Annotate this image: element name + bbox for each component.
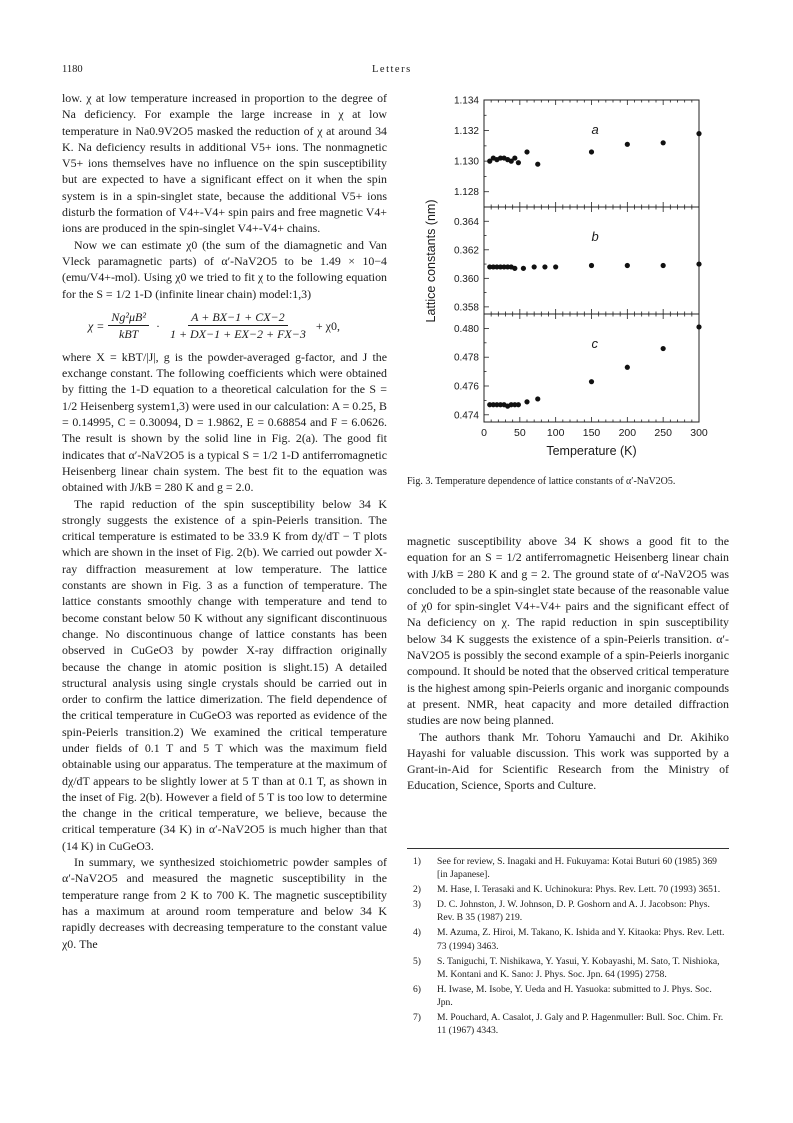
y-tick-label: 1.128 — [453, 187, 479, 199]
x-tick-label: 150 — [582, 427, 601, 439]
y-tick-label: 1.130 — [453, 156, 479, 168]
figure-3 — [407, 90, 729, 470]
data-point — [589, 379, 594, 384]
equation-numerator: Ng²μB² — [108, 309, 149, 326]
references-list — [407, 855, 729, 1039]
reference-text: M. Pouchard, A. Casalot, J. Galy and P. Hagenmuller: Bull. Soc. Chim. Fr. 11 (1967) 4343. — [437, 1012, 724, 1037]
reference-number: 1) — [413, 856, 421, 867]
paragraph: magnetic susceptibility above 34 K shows a good fit to the equation for an S = 1/2 antiferromagnetic Heisenberg linear chain with J/kB = 280 K and g = 2. The ground state of α′-NaV2O5 was concluded to be a spin-singlet state because of the reasonable value of χ0 for spin-singlet V4+-V4+ pairs and the significant effect of Na deficiency on χ. The rapid reduction in spin susceptibility below 34 K suggests the existence of a spin-Peierls transition. α′-NaV2O5 is possibly the second example of a spin-Peierls inorganic compound. It should be noted that the observed critical temperature is the highest among spin-Peierls organic and inorganic compounds at present. NMR, heat capacity and more detailed diffraction studies are now being planned. — [407, 534, 729, 728]
right-column — [407, 533, 729, 794]
paragraph: The authors thank Mr. Tohoru Yamauchi and Dr. Akihiko Hayashi for valuable discussion. This work was supported by a Grant-in-Aid for Scientific Research from the Ministry of Education, Science, Sports and Culture. — [407, 729, 729, 793]
equation-lhs: χ = — [88, 318, 105, 333]
x-tick-label: 0 — [481, 427, 487, 439]
susceptibility-equation — [88, 307, 387, 345]
data-point — [625, 365, 630, 370]
data-point — [516, 160, 521, 165]
panel-label: a — [591, 122, 599, 137]
left-column — [62, 90, 387, 952]
reference-text: H. Iwase, M. Isobe, Y. Ueda and H. Yasuoka: submitted to J. Phys. Soc. Jpn. — [437, 983, 712, 1008]
data-point — [661, 263, 666, 268]
panel-label: b — [591, 229, 599, 244]
equation-operator: · — [155, 318, 160, 333]
data-point — [661, 346, 666, 351]
reference-number: 6) — [413, 983, 421, 995]
reference-text: See for review, S. Inagaki and H. Fukuyama: Kotai Buturi 60 (1985) 369 [in Japanese]. — [437, 856, 717, 881]
reference-number: 5) — [413, 955, 421, 967]
paragraph: low. χ at low temperature increased in proportion to the degree of Na deficiency. For example the large increase in χ at low temperature in Na0.9V2O5 masked the reduction of χ at around 34 K. Na deficiency results in additional V5+ ions. The nonmagnetic V5+ ions themselves have no influence on the spin susceptibility but are expected to have a significant effect on it when the spin system is in a spin-singlet state, because the additional V5+ ions disturb the formation of V4+-V4+ spin pairs and free magnetic V4+ ions are produced in the spin-singlet V4+-V4+ chains. — [62, 91, 387, 236]
data-point — [535, 396, 540, 401]
reference-text: M. Hase, I. Terasaki and K. Uchinokura: Phys. Rev. Lett. 70 (1993) 3651. — [437, 884, 721, 896]
data-point — [532, 264, 537, 269]
y-tick-label: 0.358 — [453, 302, 479, 314]
y-tick-label: 0.364 — [453, 216, 479, 228]
running-title: Letters — [372, 64, 412, 75]
reference-text: D. C. Johnston, J. W. Johnson, D. P. Goshorn and A. J. Jacobson: Phys. Rev. B 35 (1987) 219. — [437, 899, 710, 924]
reference-item — [407, 855, 729, 881]
panel-label: c — [591, 336, 598, 351]
equation-numerator: A + BX−1 + CX−2 — [188, 309, 288, 326]
equation-tail: + χ0, — [315, 318, 340, 333]
data-point — [696, 261, 701, 266]
references-divider — [407, 848, 729, 849]
equation-denominator: kBT — [119, 327, 139, 342]
data-point — [625, 142, 630, 147]
data-point — [516, 402, 521, 407]
reference-number: 4) — [413, 927, 421, 939]
figure-caption: Fig. 3. Temperature dependence of lattice constants of α′-NaV2O5. — [407, 476, 676, 487]
y-tick-label: 0.474 — [453, 410, 479, 422]
paragraph: Now we can estimate χ0 (the sum of the diamagnetic and Van Vleck paramagnetic parts) of α′-NaV2O5 to be 1.49 × 10−4 (emu/V4+-mol). Using χ0 we tried to fit χ to the following equation for the S = 1/2 1-D (infinite linear chain) model:1,3) — [62, 237, 387, 301]
y-tick-label: 1.132 — [453, 126, 479, 138]
x-tick-label: 100 — [546, 427, 565, 439]
data-point — [542, 264, 547, 269]
y-tick-label: 0.476 — [453, 381, 479, 393]
y-tick-label: 0.360 — [453, 273, 479, 285]
paragraph: where X = kBT/|J|, g is the powder-averaged g-factor, and J the exchange constant. The following coefficients which were obtained by fitting the 1-D equation to a theoretical calculation for the S = 1/2 Heisenberg system1,3) were used in our calculation: A = 0.25, B = 0.14995, C = 0.30094, D = 1.9862, E = 0.68854 and F = 6.0626. The result is shown by the solid line in Fig. 2(a). The good fit indicates that α′-NaV2O5 is a typical S = 1/2 1-D antiferromagnetic Heisenberg linear chain system. The best fit to the equation was obtained with J/kB = 280 K and g = 2.0. — [62, 349, 387, 495]
reference-item — [407, 883, 729, 896]
x-tick-label: 300 — [690, 427, 708, 439]
reference-item — [407, 1011, 729, 1037]
data-point — [696, 131, 701, 136]
y-tick-label: 0.362 — [453, 245, 479, 257]
equation-fraction — [108, 309, 149, 342]
reference-item — [407, 955, 729, 981]
data-point — [553, 264, 558, 269]
paragraph: The rapid reduction of the spin susceptibility below 34 K strongly suggests the existence of a spin-Peierls transition. The critical temperature is estimated to be 33.9 K from dχ/dT − T plots which are shown in the inset of Fig. 2(b). We carried out powder X-ray diffraction measurement at low temperature. The lattice constants are shown in Fig. 3 as a function of temperature. The lattice constants smoothly change with temperature and tend to become constant below 50 K without any significant discontinuous change. No discontinuous change of lattice constants has been observed in CuGeO3 by powder X-ray diffraction originally because the change in atomic position is slight.15) A detailed structural analysis using single crystals should be carried out in order to confirm the lattice dimerization. The field dependence of the critical temperature in CuGeO3 was reported as evidence of the spin-Peierls transition.2) We examined the critical temperature under fields of 0.1 T and 5 T which was the maximum field obtainable using our apparatus. The temperature at the maximum of dχ/dT appears to be slightly lower at 5 T than at 0.1 T, as shown in the inset of Fig. 2(b). However a field of 5 T is too low to determine the change in the critical temperature, we believe, because the critical temperature (34 K) in α′-NaV2O5 is much higher than that (14 K) in CuGeO3. — [62, 496, 387, 853]
data-point — [512, 155, 517, 160]
x-tick-label: 50 — [513, 427, 526, 439]
data-point — [521, 266, 526, 271]
data-point — [625, 263, 630, 268]
reference-number: 2) — [413, 884, 421, 896]
paragraph: In summary, we synthesized stoichiometric powder samples of α′-NaV2O5 and measured the magnetic susceptibility in the temperature range from 2 K to 700 K. The magnetic susceptibility has a maximum at around room temperature and below 34 K rapidly decreases with decreasing temperature to the constant value χ0. The — [62, 855, 387, 951]
x-tick-label: 200 — [618, 427, 637, 439]
data-point — [512, 266, 517, 271]
y-axis-label: Lattice constants (nm) — [424, 199, 438, 323]
data-point — [535, 162, 540, 167]
page-number: 1180 — [62, 64, 83, 75]
reference-number: 3) — [413, 899, 421, 911]
y-tick-label: 0.480 — [453, 323, 479, 335]
data-point — [696, 324, 701, 329]
equation-denominator: 1 + DX−1 + EX−2 + FX−3 — [169, 327, 306, 342]
x-tick-label: 250 — [654, 427, 672, 439]
x-axis-label: Temperature (K) — [546, 444, 637, 458]
plot-frame — [484, 100, 699, 422]
equation-fraction — [167, 309, 309, 342]
lattice-constants-chart — [407, 90, 729, 470]
reference-item — [407, 898, 729, 924]
y-tick-label: 0.478 — [453, 352, 479, 364]
data-point — [589, 263, 594, 268]
data-point — [661, 140, 666, 145]
reference-item — [407, 983, 729, 1009]
reference-item — [407, 926, 729, 952]
reference-text: S. Taniguchi, T. Nishikawa, Y. Yasui, Y. Kobayashi, M. Sato, T. Nishioka, M. Kontani and K. Sano: J. Phys. Soc. Jpn. 64 (1995) 2758. — [437, 955, 720, 980]
reference-number: 7) — [413, 1012, 421, 1024]
data-point — [589, 149, 594, 154]
data-point — [524, 399, 529, 404]
data-point — [524, 149, 529, 154]
reference-text: M. Azuma, Z. Hiroi, M. Takano, K. Ishida and Y. Kitaoka: Phys. Rev. Lett. 73 (1994) 3463. — [437, 927, 725, 952]
y-tick-label: 1.134 — [453, 95, 479, 107]
